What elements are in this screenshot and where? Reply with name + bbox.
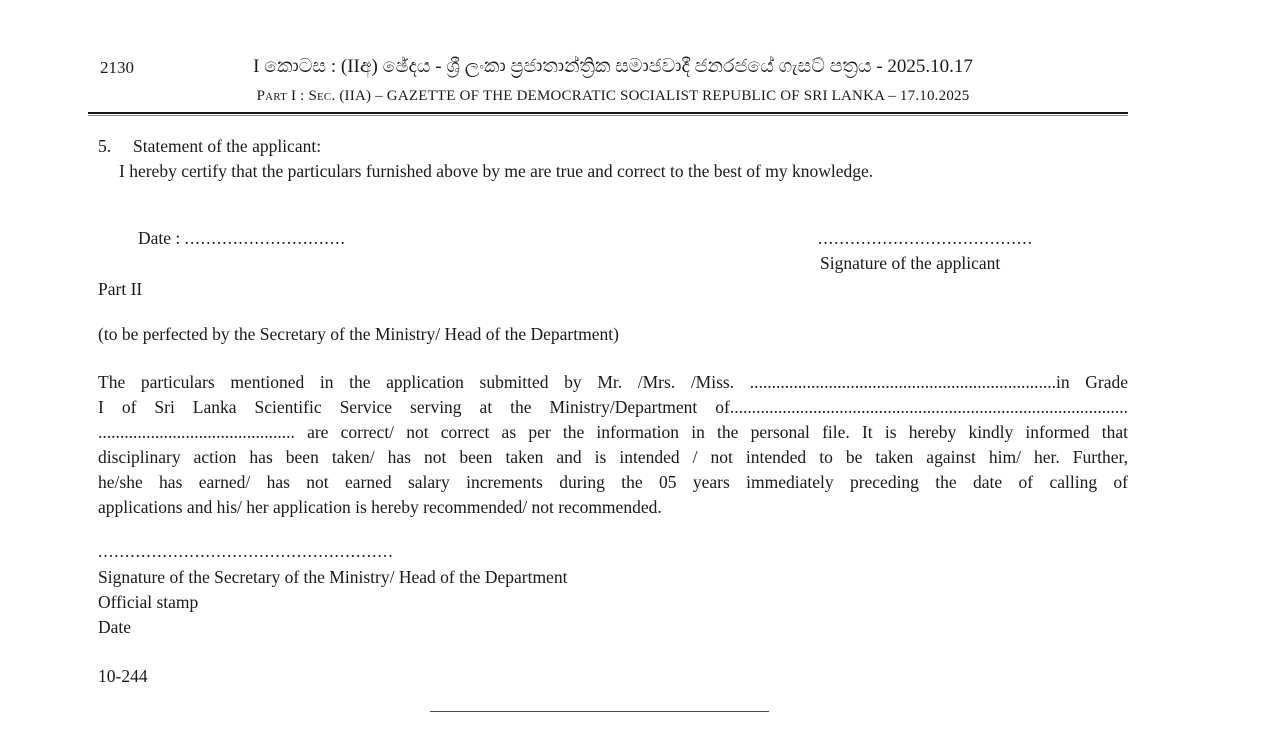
page-number: 2130 — [100, 58, 134, 77]
part-2-subtitle: (to be perfected by the Secretary of the Ministry/ Head of the Department) — [98, 324, 619, 344]
applicant-signature-label: Signature of the applicant — [820, 253, 1001, 273]
header-sinhala-title: I කොටස : (IIඅ) ඡේදය - ශ්‍රී ලංකා ප්‍රජාතාන්ත්‍රික සමාජවාදී ජනරජයේ ගැසට් පත්‍රය - 2025.10.17 — [253, 56, 973, 77]
part-2-title: Part II — [98, 279, 143, 299]
section-5 — [98, 134, 1128, 184]
header-part-section-label: Part I : Sec. (IIA) – — [256, 88, 387, 104]
applicant-signature-dotted-line: ........................................ — [818, 228, 1033, 248]
date-label: Date : — [138, 228, 185, 248]
section-5-number: 5. — [98, 136, 112, 156]
paragraph-line: disciplinary action has been taken/ has not been taken and is intended / not intended to be taken against him/ her. Further, — [98, 447, 1128, 467]
footer-rule — [430, 711, 769, 712]
notice-number: 10-244 — [98, 666, 148, 686]
secretary-signature-dotted-line: ....................................................... — [98, 541, 394, 561]
section-5-statement: I hereby certify that the particulars furnished above by me are true and correct to the best of my knowledge. — [119, 161, 874, 181]
paragraph-line: The particulars mentioned in the application submitted by Mr. /Mrs. /Miss. ......................................................................in Grade — [98, 372, 1128, 392]
paragraph-line: he/she has earned/ has not earned salary increments during the 05 years immediately preceding the date of calling of — [98, 472, 1128, 492]
paragraph-line: I of Sri Lanka Scientific Service serving at the Ministry/Department of........................................................................................... — [98, 397, 1128, 417]
secretary-date-label: Date — [98, 617, 132, 637]
date-line — [138, 228, 346, 249]
section-5-heading — [98, 134, 1128, 159]
header-english-title — [98, 88, 1128, 105]
date-dotted-line: .............................. — [184, 228, 346, 248]
header-gazette-title: GAZETTE OF THE DEMOCRATIC SOCIALIST REPUBLIC OF SRI LANKA – 17.10.2025 — [386, 88, 970, 104]
part-2-paragraph — [98, 370, 1128, 520]
secretary-signature-label: Signature of the Secretary of the Ministry/ Head of the Department — [98, 567, 568, 587]
section-5-title: Statement of the applicant: — [133, 136, 322, 156]
paragraph-line: applications and his/ her application is hereby recommended/ not recommended. — [98, 497, 662, 517]
header-rule — [88, 112, 1128, 116]
official-stamp-label: Official stamp — [98, 592, 199, 612]
paragraph-line: ............................................. are correct/ not correct as per the information in the personal file. It is hereby kindly informed that — [98, 422, 1128, 442]
